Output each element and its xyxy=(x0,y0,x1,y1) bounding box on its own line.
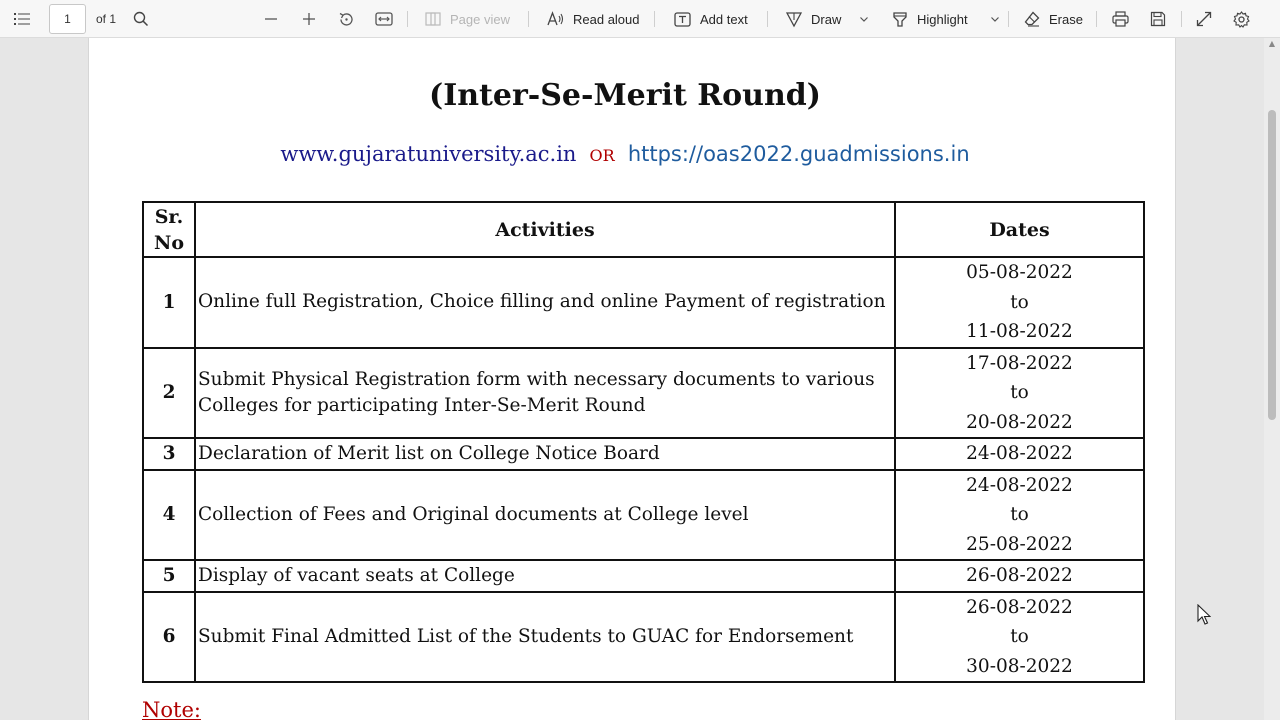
read-aloud-button[interactable] xyxy=(547,0,640,38)
printer-icon xyxy=(1112,11,1129,27)
row-sr-no: 1 xyxy=(143,257,195,348)
date-from: 24-08-2022 xyxy=(966,443,1073,464)
date-to: 20-08-2022 xyxy=(966,411,1073,433)
scroll-up-arrow-icon[interactable]: ▲ xyxy=(1268,39,1276,48)
read-aloud-label: Read aloud xyxy=(573,11,640,27)
activities-header: Activities xyxy=(195,202,895,257)
row-sr-no: 5 xyxy=(143,560,195,592)
mouse-cursor-icon xyxy=(1197,604,1211,626)
eraser-icon xyxy=(1024,11,1040,27)
find-button[interactable] xyxy=(133,0,149,38)
table-of-contents-button[interactable] xyxy=(14,0,30,38)
read-aloud-icon xyxy=(547,11,564,27)
save-button[interactable] xyxy=(1150,0,1166,38)
page-view-icon xyxy=(425,11,441,27)
save-icon xyxy=(1150,11,1166,27)
date-to-word: to xyxy=(1010,382,1029,403)
erase-label: Erase xyxy=(1049,11,1083,27)
add-text-label: Add text xyxy=(700,11,748,27)
note-heading: Note: xyxy=(142,698,201,720)
pdf-toolbar xyxy=(0,0,1280,38)
row-activity: Submit Physical Registration form with necessary documents to various Colleges for participating Inter-Se-Merit Round xyxy=(195,348,895,439)
expand-icon xyxy=(1196,11,1212,27)
highlight-options-button[interactable] xyxy=(990,0,1000,38)
schedule-table xyxy=(142,201,1145,683)
full-screen-button[interactable] xyxy=(1196,0,1212,38)
page-title: (Inter-Se-Merit Round) xyxy=(429,78,821,113)
print-button[interactable] xyxy=(1112,0,1129,38)
row-sr-no: 3 xyxy=(143,438,195,470)
row-activity: Display of vacant seats at College xyxy=(195,560,895,592)
row-dates xyxy=(895,348,1144,439)
table-row xyxy=(143,438,1144,470)
gujarat-university-link[interactable]: www.gujaratuniversity.ac.in xyxy=(280,142,577,166)
draw-button[interactable] xyxy=(786,0,841,38)
search-icon xyxy=(133,11,149,27)
toolbar-divider xyxy=(407,11,408,27)
zoom-out-button[interactable] xyxy=(263,0,279,38)
add-text-icon xyxy=(674,12,691,27)
table-header-row xyxy=(143,202,1144,257)
draw-label: Draw xyxy=(811,11,842,27)
date-to-word: to xyxy=(1010,291,1029,313)
toolbar-divider xyxy=(654,11,655,27)
row-dates xyxy=(895,438,1144,470)
page-number-input[interactable]: 1 xyxy=(49,4,86,34)
draw-options-button[interactable] xyxy=(859,0,869,38)
erase-button[interactable] xyxy=(1024,0,1083,38)
date-from: 05-08-2022 xyxy=(966,262,1073,283)
date-to-word: to xyxy=(1010,626,1029,647)
date-from: 26-08-2022 xyxy=(966,596,1073,618)
add-text-button[interactable] xyxy=(674,0,748,38)
row-activity: Online full Registration, Choice filling and online Payment of registration xyxy=(195,257,895,348)
table-row xyxy=(143,470,1144,561)
list-icon xyxy=(14,12,30,26)
table-row xyxy=(143,257,1144,348)
pdf-page xyxy=(88,38,1176,720)
date-from: 26-08-2022 xyxy=(966,565,1073,586)
minus-icon xyxy=(263,11,279,27)
highlighter-icon xyxy=(892,11,908,28)
fit-width-button[interactable] xyxy=(375,0,393,38)
toolbar-divider xyxy=(1008,11,1009,27)
page-view-label: Page view xyxy=(450,11,510,27)
table-row xyxy=(143,560,1144,592)
plus-icon xyxy=(301,11,317,27)
toolbar-divider xyxy=(767,11,768,27)
link-separator: OR xyxy=(589,146,615,165)
rotate-icon xyxy=(338,11,355,28)
website-links xyxy=(89,142,1161,166)
sr-no-header: Sr. No xyxy=(143,202,195,257)
gear-icon xyxy=(1233,11,1250,28)
row-activity: Collection of Fees and Original documents at College level xyxy=(195,470,895,561)
row-activity: Submit Final Admitted List of the Students to GUAC for Endorsement xyxy=(195,592,895,683)
rotate-button[interactable] xyxy=(338,0,355,38)
zoom-in-button[interactable] xyxy=(301,0,317,38)
chevron-down-icon xyxy=(990,14,1000,24)
date-to-word: to xyxy=(1010,504,1029,525)
fit-width-icon xyxy=(375,12,393,26)
document-viewport[interactable] xyxy=(0,38,1280,720)
date-to: 30-08-2022 xyxy=(966,655,1073,677)
date-from: 17-08-2022 xyxy=(966,352,1073,374)
row-sr-no: 6 xyxy=(143,592,195,683)
highlight-label: Highlight xyxy=(917,11,968,27)
page-view-button[interactable] xyxy=(425,0,510,38)
date-to: 25-08-2022 xyxy=(966,533,1073,555)
row-sr-no: 2 xyxy=(143,348,195,439)
row-dates xyxy=(895,592,1144,683)
date-to: 11-08-2022 xyxy=(966,321,1073,342)
page-count: of 1 xyxy=(96,12,117,26)
toolbar-divider xyxy=(1096,11,1097,27)
toolbar-divider xyxy=(1181,11,1182,27)
oas-admissions-link[interactable]: https://oas2022.guadmissions.in xyxy=(627,142,970,166)
row-dates xyxy=(895,560,1144,592)
row-dates xyxy=(895,257,1144,348)
scrollbar-thumb[interactable] xyxy=(1268,110,1276,420)
table-row xyxy=(143,592,1144,683)
dates-header: Dates xyxy=(895,202,1144,257)
vertical-scrollbar[interactable] xyxy=(1264,38,1280,720)
toolbar-divider xyxy=(528,11,529,27)
settings-button[interactable] xyxy=(1233,0,1250,38)
row-activity: Declaration of Merit list on College Notice Board xyxy=(195,438,895,470)
date-from: 24-08-2022 xyxy=(966,474,1073,496)
row-dates xyxy=(895,470,1144,561)
pen-icon xyxy=(786,11,802,28)
chevron-down-icon xyxy=(859,14,869,24)
row-sr-no: 4 xyxy=(143,470,195,561)
highlight-button[interactable] xyxy=(892,0,968,38)
table-row xyxy=(143,348,1144,439)
